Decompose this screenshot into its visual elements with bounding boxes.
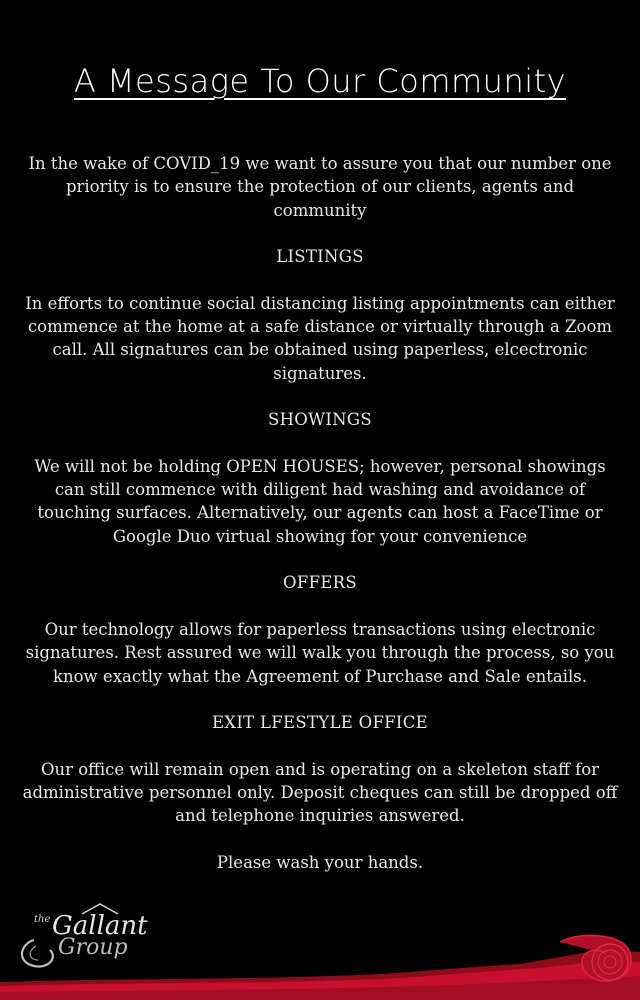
logo-name-top-text: Gallant (52, 911, 148, 941)
section-body-office: Our office will remain open and is operating on a skeleton staff for administrative personnel only. Deposit cheques can still be dropped off and telephone inquiries answered. (22, 759, 618, 826)
section-body-listings: In efforts to continue social distancing listing appointments can either commence at the home at a safe distance or virtually through a Zoom call. All signatures can be obtained using paperless, elcectronic signatures. (25, 293, 615, 383)
logo-prefix-text: the (34, 914, 51, 925)
logo-name-bottom-text: Group (58, 935, 128, 960)
red-carpet-decoration (0, 930, 640, 1000)
page-title: A Message To Our Community (73, 62, 567, 100)
section-body-offers: Our technology allows for paperless transactions using electronic signatures. Rest assured we will walk you through the process, so you know exactly what the Agreement of Purchase and Sale entails. (25, 619, 615, 686)
section-heading-showings: SHOWINGS (267, 410, 373, 430)
message-body (20, 152, 620, 898)
section-heading-listings: LISTINGS (276, 247, 364, 267)
intro-paragraph: In the wake of COVID_19 we want to assure you that our number one priority is to ensure the protection of our clients, agents and community (28, 154, 612, 220)
section-body-showings: We will not be holding OPEN HOUSES; however, personal showings can still commence with diligent had washing and avoidance of touching surfaces. Alternatively, our agents can host a FaceTime or Google Duo virtual showing for your convenience (34, 456, 606, 546)
section-heading-offers: OFFERS (283, 573, 357, 593)
section-heading-office: EXIT LFESTYLE OFFICE (211, 713, 429, 733)
closing-line: Please wash your hands. (216, 852, 424, 872)
